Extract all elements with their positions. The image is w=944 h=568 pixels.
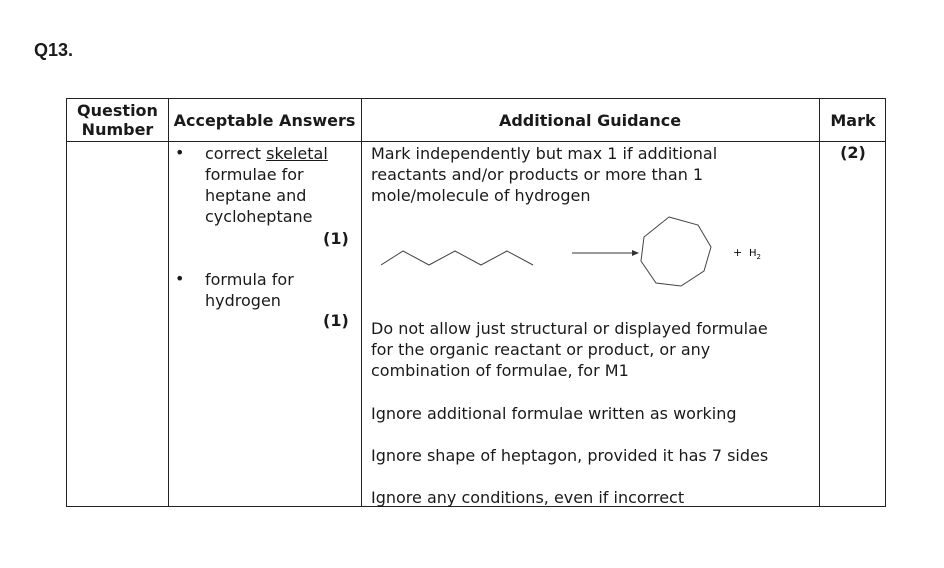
guidance-line: mole/molecule of hydrogen bbox=[371, 186, 591, 205]
mark-total: (2) bbox=[840, 143, 866, 162]
header-acceptable-answers: Acceptable Answers bbox=[173, 110, 356, 130]
answer-bullet-1 bbox=[205, 143, 328, 227]
bullet-point: • bbox=[175, 269, 185, 288]
cycloheptane-heptagon bbox=[641, 217, 711, 286]
hydrogen-formula bbox=[749, 248, 761, 261]
guidance-line: Do not allow just structural or displayed formulae bbox=[371, 319, 768, 338]
guidance-paragraph-1 bbox=[371, 143, 717, 206]
hydrogen-symbol: H bbox=[749, 248, 757, 259]
answer-bullet-2 bbox=[205, 269, 294, 311]
answer-1-mark: (1) bbox=[323, 229, 349, 248]
guidance-line: reactants and/or products or more than 1 bbox=[371, 165, 704, 184]
answer-2-mark: (1) bbox=[323, 311, 349, 330]
header-mark: Mark bbox=[830, 110, 876, 130]
answer-2-line: hydrogen bbox=[205, 291, 281, 310]
answer-1-prefix: correct bbox=[205, 144, 267, 163]
answer-1-line: heptane and bbox=[205, 186, 307, 205]
guidance-paragraph-5: Ignore any conditions, even if incorrect bbox=[371, 488, 685, 507]
hydrogen-subscript: 2 bbox=[756, 253, 761, 261]
plus-sign: + bbox=[733, 246, 743, 259]
answer-2-line: formula for bbox=[205, 270, 294, 289]
header-additional-guidance: Additional Guidance bbox=[498, 110, 682, 130]
column-divider bbox=[168, 99, 169, 506]
mark-scheme-table bbox=[66, 98, 886, 507]
answer-1-line: cycloheptane bbox=[205, 207, 313, 226]
header-divider bbox=[67, 141, 885, 142]
arrow-head bbox=[632, 250, 639, 256]
answer-1-line: formulae for bbox=[205, 165, 304, 184]
question-label: Q13. bbox=[34, 40, 74, 60]
guidance-paragraph-2 bbox=[371, 318, 768, 381]
reaction-diagram bbox=[367, 207, 807, 287]
guidance-paragraph-4: Ignore shape of heptagon, provided it has 7 sides bbox=[371, 446, 769, 465]
guidance-paragraph-3: Ignore additional formulae written as working bbox=[371, 404, 737, 423]
answer-1-underlined: skeletal bbox=[266, 144, 328, 163]
column-divider bbox=[361, 99, 362, 506]
header-question-number: Question Number bbox=[77, 101, 158, 139]
guidance-line: for the organic reactant or product, or any bbox=[371, 340, 711, 359]
guidance-line: Mark independently but max 1 if additional bbox=[371, 144, 718, 163]
bullet-point: • bbox=[175, 143, 185, 162]
heptane-skeletal-formula bbox=[381, 251, 533, 265]
guidance-line: combination of formulae, for M1 bbox=[371, 361, 629, 380]
